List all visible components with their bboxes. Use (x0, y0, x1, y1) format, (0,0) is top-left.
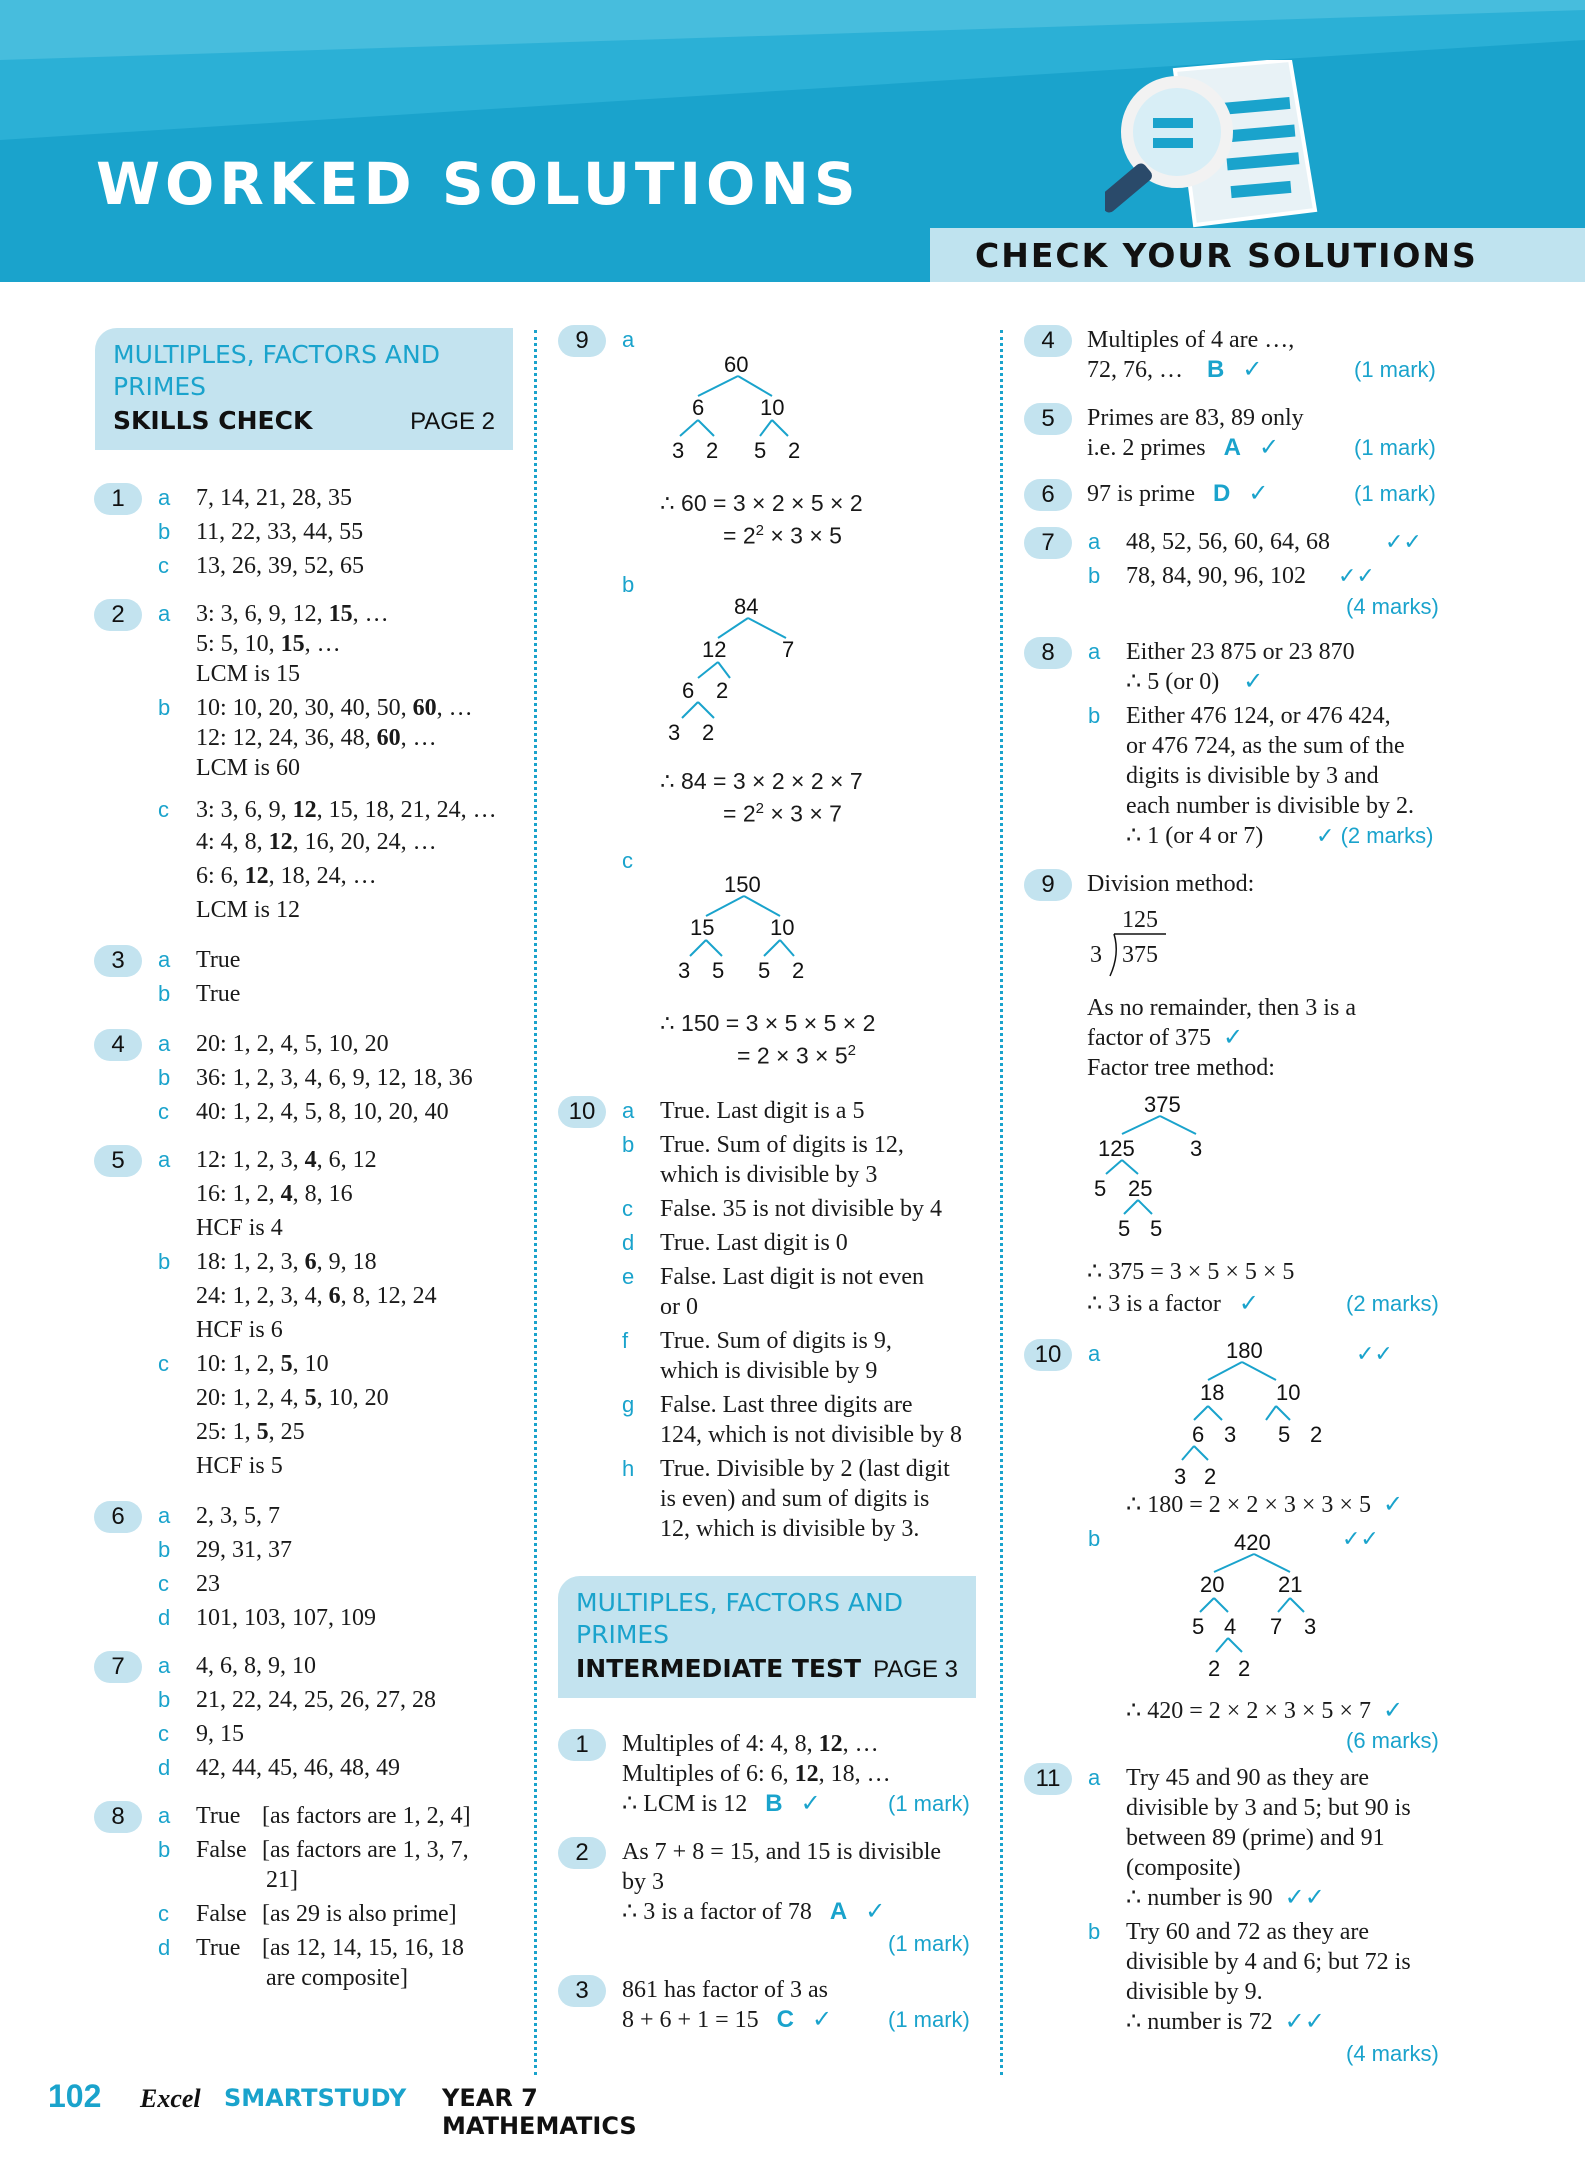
answer-text: HCF is 6 (196, 1317, 283, 1343)
section-header-intermediate-test (558, 1576, 976, 1698)
answer-text: ∴ 3 is a factor of 78 A ✓ (622, 1898, 886, 1925)
tree-node: 7 (782, 637, 795, 662)
part-label: c (158, 553, 169, 578)
question-number: 6 (1024, 479, 1072, 511)
answer-text: ∴ 150 = 3 × 5 × 5 × 2 (660, 1010, 876, 1036)
mark-allocation: (6 marks) (1346, 1728, 1439, 1753)
question-number: 4 (1024, 325, 1072, 357)
answer-text: Multiples of 4 are …, (1087, 327, 1295, 353)
answer-text: True (196, 947, 241, 973)
answer-text: As no remainder, then 3 is a (1087, 995, 1356, 1021)
part-label: b (1088, 703, 1101, 728)
tree-node: 420 (1234, 1530, 1271, 1555)
part-label: d (158, 1605, 171, 1630)
column-divider-1 (534, 330, 537, 2075)
answer-text: 101, 103, 107, 109 (196, 1605, 376, 1631)
answer-text: = $2^2 \times 3 \times 5$ (723, 522, 842, 549)
part-label: b (1088, 1919, 1101, 1944)
part-label: a (1088, 529, 1101, 554)
mark-allocation: (1 mark) (888, 1791, 970, 1816)
section-heading-line2: PRIMES (576, 1620, 670, 1649)
part-label: a (158, 1147, 171, 1172)
answer-text: digits is divisible by 3 and (1126, 763, 1379, 789)
answer-text: ∴ 5 (or 0) ✓ (1126, 669, 1264, 695)
answer-text: ∴ number is 90 ✓✓ (1126, 1885, 1325, 1911)
answer-text: ∴ number is 72 ✓✓ (1126, 2009, 1325, 2035)
mark-allocation: (1 mark) (1354, 357, 1436, 382)
tree-node: 3 (1224, 1422, 1237, 1447)
answer-text: 13, 26, 39, 52, 65 (196, 553, 364, 579)
tree-node: 2 (706, 438, 719, 463)
mark-allocation: (1 mark) (1354, 435, 1436, 460)
answer-text: 23 (196, 1571, 220, 1597)
part-label: a (158, 601, 171, 626)
tree-node: 2 (792, 958, 805, 983)
answer-text: 6: 6, 12, 18, 24, … (196, 863, 377, 889)
answer-text: ∴ 420 = 2 × 2 × 3 × 5 × 7 ✓ (1126, 1698, 1404, 1724)
answer-text: 861 has factor of 3 as (622, 1977, 828, 2003)
answer-text: 12: 12, 24, 36, 48, 60, … (196, 725, 437, 751)
answer-text: Multiples of 4: 4, 8, 12, … (622, 1731, 879, 1757)
answer-text: True. Last digit is a 5 (660, 1098, 865, 1124)
part-label: b (158, 981, 171, 1006)
answer-text: Primes are 83, 89 only (1087, 405, 1304, 431)
tick-icon: ✓✓ (1338, 563, 1375, 588)
answer-text: LCM is 15 (196, 661, 301, 687)
answer-text: 29, 31, 37 (196, 1537, 292, 1563)
tick-icon: ✓ (1242, 357, 1263, 383)
tree-node: 5 (712, 958, 725, 983)
answer-text: 2, 3, 5, 7 (196, 1503, 280, 1529)
answer-note: [as 12, 14, 15, 16, 18 (262, 1935, 464, 1961)
answer-text: 24: 1, 2, 3, 4, 6, 8, 12, 24 (196, 1283, 437, 1309)
tick-icon: ✓ (800, 1791, 821, 1817)
part-label: b (1088, 1526, 1101, 1551)
question-number: 2 (558, 1837, 606, 1869)
part-label: b (158, 1065, 171, 1090)
mark-allocation: (4 marks) (1346, 2041, 1439, 2066)
mark-allocation: (1 mark) (888, 1931, 970, 1956)
page-subtitle: CHECK YOUR SOLUTIONS (975, 236, 1478, 275)
part-label: a (158, 1653, 171, 1678)
tree-node: 10 (770, 915, 795, 940)
part-label: f (622, 1328, 629, 1353)
tree-node: 7 (1270, 1614, 1283, 1639)
tree-node: 125 (1098, 1136, 1135, 1161)
answer-text: ∴ 375 = 3 × 5 × 5 × 5 (1087, 1259, 1295, 1285)
part-label: a (158, 1031, 171, 1056)
question-number: 3 (558, 1975, 606, 2007)
section-page-ref: PAGE 2 (410, 408, 495, 435)
answer-text: ∴ LCM is 12 B ✓ (622, 1790, 821, 1817)
answer-text: 42, 44, 45, 46, 48, 49 (196, 1755, 400, 1781)
answer-text: False (196, 1901, 247, 1927)
tick-icon: ✓✓ (1342, 1526, 1379, 1551)
part-label: a (1088, 639, 1101, 664)
tree-node: 2 (1310, 1422, 1323, 1447)
part-label: g (622, 1392, 635, 1417)
part-label: d (622, 1230, 635, 1255)
answer-text: False (196, 1837, 247, 1863)
part-label: b (158, 1687, 171, 1712)
answer-text: 36: 1, 2, 3, 4, 6, 9, 12, 18, 36 (196, 1065, 473, 1091)
answer-text: factor of 375 ✓ (1087, 1025, 1244, 1051)
mark-allocation: ✓ (2 marks) (1316, 823, 1434, 848)
section-heading: MULTIPLES, FACTORS AND (576, 1588, 903, 1617)
answer-text: True. Last digit is 0 (660, 1230, 848, 1256)
answer-text: True (196, 1803, 241, 1829)
factor-tree-60 (660, 348, 840, 466)
tree-node: 375 (1144, 1092, 1181, 1117)
document-magnifier-icon (1105, 60, 1335, 230)
answer-text: True. Divisible by 2 (last digit (660, 1456, 950, 1482)
tree-node: 18 (1200, 1380, 1225, 1405)
answer-text: LCM is 60 (196, 755, 301, 781)
tick-icon: ✓ (1382, 1492, 1404, 1518)
tree-node: 2 (1238, 1656, 1251, 1681)
question-number: 10 (1024, 1339, 1072, 1371)
tick-icon: ✓ (1222, 1025, 1244, 1051)
part-label: a (622, 327, 635, 352)
tree-node: 150 (724, 872, 761, 897)
tree-node: 3 (1190, 1136, 1203, 1161)
answer-text: by 3 (622, 1869, 664, 1895)
mark-allocation: (1 mark) (1354, 481, 1436, 506)
answer-text: 9, 15 (196, 1721, 244, 1747)
tick-icon: ✓ (1382, 1698, 1404, 1724)
part-label: b (622, 572, 635, 597)
answer-text: Either 23 875 or 23 870 (1126, 639, 1355, 665)
answer-text: divisible by 9. (1126, 1979, 1263, 2005)
tree-node: 12 (702, 637, 727, 662)
tree-node: 5 (754, 438, 767, 463)
tree-node: 6 (1192, 1422, 1205, 1447)
answer-text: divisible by 3 and 5; but 90 is (1126, 1795, 1411, 1821)
answer-text: 20: 1, 2, 4, 5, 10, 20 (196, 1385, 389, 1411)
section-heading: MULTIPLES, FACTORS AND (113, 340, 440, 369)
tree-node: 2 (1204, 1464, 1217, 1489)
answer-text: False. Last digit is not even (660, 1264, 924, 1290)
answer-text: 11, 22, 33, 44, 55 (196, 519, 364, 545)
tick-icon: ✓ (1248, 481, 1269, 507)
tree-node: 5 (1278, 1422, 1291, 1447)
division-divisor: 3 (1090, 942, 1102, 968)
answer-text: ∴ 180 = 2 × 2 × 3 × 3 × 5 ✓ (1126, 1492, 1404, 1518)
part-label: a (158, 485, 171, 510)
answer-text: Try 60 and 72 as they are (1126, 1919, 1370, 1945)
answer-text: 7, 14, 21, 28, 35 (196, 485, 352, 511)
tree-node: 6 (692, 395, 705, 420)
answer-text: which is divisible by 3 (660, 1162, 878, 1188)
mark-allocation: (2 marks) (1346, 1291, 1439, 1316)
answer-text: HCF is 4 (196, 1215, 283, 1241)
answer-note: [as 29 is also prime] (262, 1901, 457, 1927)
answer-text: ∴ 60 = 3 × 2 × 5 × 2 (660, 490, 863, 516)
tree-node: 5 (758, 958, 771, 983)
answer-text: (composite) (1126, 1855, 1241, 1881)
tick-icon: ✓✓ (1356, 1341, 1393, 1366)
answer-text: 21, 22, 24, 25, 26, 27, 28 (196, 1687, 436, 1713)
answer-text: 48, 52, 56, 60, 64, 68 (1126, 529, 1330, 555)
answer-text: 16: 1, 2, 4, 8, 16 (196, 1181, 353, 1207)
part-label: a (1088, 1341, 1101, 1366)
part-label: b (158, 519, 171, 544)
answer-text: between 89 (prime) and 91 (1126, 1825, 1385, 1851)
tree-node: 10 (760, 395, 785, 420)
part-label: c (158, 1099, 169, 1124)
tree-node: 5 (1150, 1216, 1163, 1238)
question-number: 9 (1024, 869, 1072, 901)
answer-text: 124, which is not divisible by 8 (660, 1422, 962, 1448)
part-label: c (158, 797, 169, 822)
question-number: 4 (94, 1029, 142, 1061)
question-number: 5 (94, 1145, 142, 1177)
answer-text: 97 is prime D ✓ (1087, 480, 1269, 507)
answer-text: 72, 76, … B ✓ (1087, 356, 1263, 383)
answer-text: 12: 1, 2, 3, 4, 6, 12 (196, 1147, 377, 1173)
tick-icon: ✓ (1238, 1291, 1259, 1317)
tick-icon: ✓✓ (1284, 1885, 1325, 1911)
question-number: 7 (94, 1651, 142, 1683)
answer-choice: A (1223, 434, 1241, 461)
answer-text: True. Sum of digits is 9, (660, 1328, 892, 1354)
answer-text: False. Last three digits are (660, 1392, 913, 1418)
tree-node: 20 (1200, 1572, 1225, 1597)
answer-text: = $2 \times 3 \times 5^2$ (737, 1042, 856, 1069)
answer-text: False. 35 is not divisible by 4 (660, 1196, 942, 1222)
part-label: d (158, 1755, 171, 1780)
question-number: 7 (1024, 527, 1072, 559)
section-page-ref: PAGE 3 (873, 1656, 958, 1683)
part-label: a (1088, 1765, 1101, 1790)
answer-text: True (196, 981, 241, 1007)
page-number: 102 (48, 2078, 102, 2114)
tick-icon: ✓ (1258, 435, 1280, 461)
tree-node: 4 (1224, 1614, 1237, 1639)
answer-text: 12, which is divisible by 3. (660, 1516, 920, 1542)
answer-text: HCF is 5 (196, 1453, 283, 1479)
answer-text: 8 + 6 + 1 = 15 C ✓ (622, 2006, 833, 2033)
answer-text: Try 45 and 90 as they are (1126, 1765, 1370, 1791)
part-label: a (158, 1803, 171, 1828)
question-number: 6 (94, 1501, 142, 1533)
tree-node: 3 (1174, 1464, 1187, 1489)
answer-text: 10: 10, 20, 30, 40, 50, 60, … (196, 695, 473, 721)
answer-text: 20: 1, 2, 4, 5, 10, 20 (196, 1031, 389, 1057)
answer-note: [as factors are 1, 3, 7, (262, 1837, 469, 1863)
answer-text: each number is divisible by 2. (1126, 793, 1414, 819)
answer-text: Factor tree method: (1087, 1055, 1275, 1081)
tree-node: 60 (724, 352, 749, 377)
question-number: 1 (94, 483, 142, 515)
tree-node: 5 (1192, 1614, 1205, 1639)
tree-node: 3 (1304, 1614, 1317, 1639)
part-label: b (158, 695, 171, 720)
division-dividend: 375 (1122, 942, 1158, 968)
factor-tree-420 (1178, 1526, 1358, 1684)
part-label: d (158, 1935, 171, 1960)
answer-text: is even) and sum of digits is (660, 1486, 930, 1512)
factor-tree-84 (660, 590, 840, 750)
tick-icon: ✓ (1316, 823, 1335, 848)
question-number: 8 (94, 1801, 142, 1833)
answer-text: True (196, 1935, 241, 1961)
footer-brand: SMARTSTUDY (224, 2084, 407, 2112)
question-number: 9 (558, 325, 606, 357)
part-label: b (158, 1837, 171, 1862)
answer-choice: D (1213, 480, 1231, 507)
answer-choice: C (776, 2006, 794, 2033)
tick-icon: ✓✓ (1385, 529, 1422, 554)
answer-text: Multiples of 6: 6, 12, 18, … (622, 1761, 891, 1787)
answer-text: 5: 5, 10, 15, … (196, 631, 341, 657)
tick-icon: ✓ (811, 2007, 833, 2033)
question-number: 8 (1024, 637, 1072, 669)
footer-excel: Excel (140, 2084, 201, 2113)
answer-note: are composite] (266, 1965, 408, 1991)
question-number: 3 (94, 945, 142, 977)
division-quotient: 125 (1122, 907, 1158, 933)
section-heading-line2: PRIMES (113, 372, 207, 401)
part-label: c (622, 1196, 633, 1221)
answer-text: which is divisible by 9 (660, 1358, 878, 1384)
part-label: c (158, 1721, 169, 1746)
tree-node: 10 (1276, 1380, 1301, 1405)
part-label: c (158, 1901, 169, 1926)
tree-node: 6 (682, 678, 695, 703)
tree-node: 84 (734, 594, 759, 619)
tree-node: 5 (1094, 1176, 1107, 1201)
tree-node: 25 (1128, 1176, 1153, 1201)
tree-node: 21 (1278, 1572, 1303, 1597)
part-label: a (158, 1503, 171, 1528)
answer-text: LCM is 12 (196, 897, 301, 923)
page-header (0, 0, 1585, 282)
question-number: 10 (558, 1096, 606, 1128)
answer-choice: B (765, 1790, 783, 1817)
section-subheading: SKILLS CHECK (113, 406, 313, 435)
answer-text: or 476 724, as the sum of the (1126, 733, 1405, 759)
answer-text: 25: 1, 5, 25 (196, 1419, 305, 1445)
part-label: c (158, 1351, 169, 1376)
answer-choice: B (1207, 356, 1225, 383)
tick-icon: ✓✓ (1284, 2009, 1325, 2035)
answer-text: ∴ 1 (or 4 or 7) (1126, 823, 1264, 849)
factor-tree-150 (660, 868, 840, 986)
tree-node: 2 (716, 678, 729, 703)
answer-text: 3: 3, 6, 9, 12, 15, … (196, 601, 389, 627)
answer-text: ∴ 84 = 3 × 2 × 2 × 7 (660, 768, 863, 794)
answer-text: = $2^2 \times 3 \times 7$ (723, 800, 842, 827)
answer-text: 10: 1, 2, 5, 10 (196, 1351, 329, 1377)
part-label: b (158, 1249, 171, 1274)
part-label: b (158, 1537, 171, 1562)
tree-node: 2 (1208, 1656, 1221, 1681)
tree-node: 3 (678, 958, 691, 983)
question-number: 2 (94, 599, 142, 631)
tree-node: 3 (672, 438, 685, 463)
tree-node: 2 (788, 438, 801, 463)
answer-text: 4, 6, 8, 9, 10 (196, 1653, 316, 1679)
part-label: h (622, 1456, 635, 1481)
question-number: 5 (1024, 403, 1072, 435)
column-divider-2 (1000, 330, 1003, 2075)
answer-note: [as factors are 1, 2, 4] (262, 1803, 471, 1829)
mark-allocation: (4 marks) (1346, 594, 1439, 619)
part-label: c (158, 1571, 169, 1596)
answer-text: ∴ 3 is a factor ✓ (1087, 1291, 1259, 1317)
answer-text: 78, 84, 90, 96, 102 (1126, 563, 1306, 589)
answer-text: 4: 4, 8, 12, 16, 20, 24, … (196, 829, 437, 855)
tick-icon: ✓ (1243, 669, 1264, 695)
answer-text: Division method: (1087, 871, 1255, 897)
tree-node: 2 (702, 720, 715, 745)
answer-text: or 0 (660, 1294, 698, 1320)
part-label: e (622, 1264, 635, 1289)
answer-choice: A (829, 1898, 848, 1925)
part-label: a (622, 1098, 635, 1123)
mark-allocation: (1 mark) (888, 2007, 970, 2032)
answer-text: 3: 3, 6, 9, 12, 15, 18, 21, 24, … (196, 797, 497, 823)
question-number: 11 (1024, 1763, 1072, 1795)
part-label: a (158, 947, 171, 972)
footer-title: YEAR 7 MATHEMATICS (442, 2084, 637, 2140)
answer-note: 21] (266, 1867, 298, 1893)
answer-text: i.e. 2 primes A ✓ (1087, 434, 1280, 461)
answer-text: Either 476 124, or 476 424, (1126, 703, 1391, 729)
section-subheading: INTERMEDIATE TEST (576, 1654, 862, 1683)
tree-node: 3 (668, 720, 681, 745)
answer-text: As 7 + 8 = 15, and 15 is divisible (622, 1839, 942, 1865)
factor-tree-375 (1090, 1088, 1230, 1238)
answer-text: divisible by 4 and 6; but 72 is (1126, 1949, 1411, 1975)
tree-node: 5 (1118, 1216, 1131, 1238)
tick-icon: ✓ (865, 1899, 886, 1925)
tree-node: 180 (1226, 1338, 1263, 1363)
factor-tree-180 (1166, 1334, 1346, 1492)
answer-text: True. Sum of digits is 12, (660, 1132, 904, 1158)
part-label: b (622, 1132, 635, 1157)
answer-text: 18: 1, 2, 3, 6, 9, 18 (196, 1249, 377, 1275)
question-number: 1 (558, 1729, 606, 1761)
page-title: WORKED SOLUTIONS (96, 150, 861, 218)
part-label: b (1088, 563, 1101, 588)
section-header-skills-check (95, 328, 513, 450)
answer-text: 40: 1, 2, 4, 5, 8, 10, 20, 40 (196, 1099, 449, 1125)
tree-node: 15 (690, 915, 715, 940)
part-label: c (622, 848, 633, 873)
